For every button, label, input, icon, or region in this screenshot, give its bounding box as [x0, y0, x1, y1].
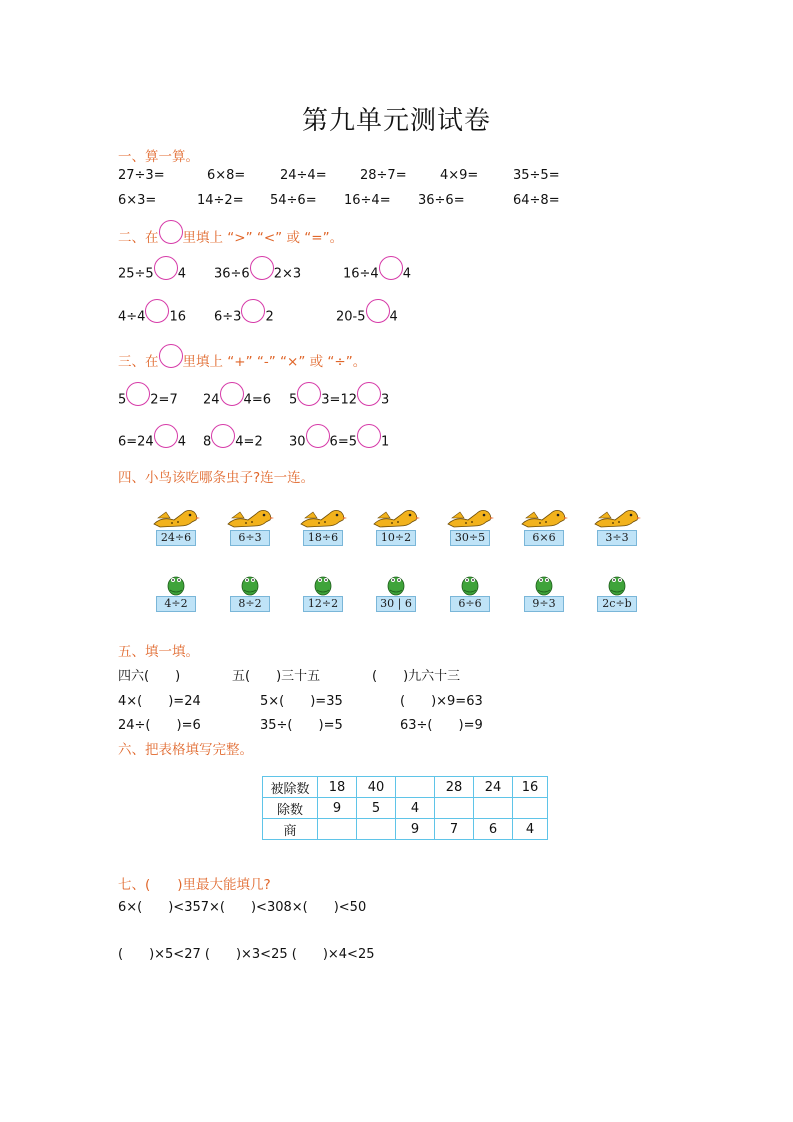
s3-r1-a-2: 2=7: [150, 392, 178, 408]
bird-card[interactable]: [152, 506, 200, 546]
bug-label: 4÷2: [156, 596, 196, 612]
s3-r1-c-3: 3: [381, 392, 390, 408]
s2-r2-a-right: 16: [169, 309, 186, 325]
page-title: 第九单元测试卷: [301, 106, 491, 136]
s2-r2-a-left: 4÷4: [118, 309, 146, 325]
operator-circle[interactable]: [357, 424, 381, 448]
s3-r2-c-2: 6=5: [329, 434, 357, 450]
bird-icon: [299, 506, 347, 530]
s7-r2: ( )×5<27 ( )×3<25 ( )×4<25: [118, 947, 375, 962]
s2-r2-c-left: 20-5: [336, 309, 366, 325]
bird-icon: [593, 506, 641, 530]
s3-r1-c: [289, 391, 389, 409]
s2-r1-a: [118, 265, 186, 283]
bird-label: 6×6: [524, 530, 564, 546]
table-cell[interactable]: 5: [357, 798, 396, 819]
s5-r2-a: 4×( )=24: [118, 694, 201, 709]
table-cell[interactable]: 28: [435, 777, 474, 798]
section-3-heading: [118, 350, 366, 371]
bird-label: 24÷6: [156, 530, 196, 546]
s7-r1: 6×( )<357×( )<308×( )<50: [118, 900, 367, 915]
s1-r1-c3: 24÷4=: [280, 168, 327, 183]
bug-label: 9÷3: [524, 596, 564, 612]
s5-r3-c: 63÷( )=9: [400, 718, 483, 733]
table-cell[interactable]: 4: [396, 798, 435, 819]
s3-r2-a-2: 4: [177, 434, 186, 450]
s2-r1-c: [343, 265, 411, 283]
s2-r1-a-right: 4: [177, 266, 186, 282]
s1-r1-c2: 6×8=: [207, 168, 246, 183]
s1-r2-c5: 36÷6=: [418, 193, 465, 208]
s5-r1-b: 五( )三十五: [232, 669, 321, 684]
bug-icon: [520, 572, 568, 596]
table-row: [263, 777, 548, 798]
table-cell[interactable]: [357, 819, 396, 840]
bird-icon: [446, 506, 494, 530]
s3-r2-a: [118, 433, 186, 451]
bug-label: 30 | 6: [376, 596, 416, 612]
bug-card[interactable]: [446, 572, 494, 612]
bird-card[interactable]: [299, 506, 347, 546]
bird-card[interactable]: [593, 506, 641, 546]
s2-r1-b: [214, 265, 301, 283]
s1-r2-c2: 14÷2=: [197, 193, 244, 208]
s3-r1-b: [203, 391, 271, 409]
operator-circle[interactable]: [126, 382, 150, 406]
s3-r2-c-3: 1: [380, 434, 390, 450]
table-row: [263, 819, 548, 840]
s1-r1-c4: 28÷7=: [360, 168, 407, 183]
table-cell[interactable]: [435, 798, 474, 819]
compare-circle[interactable]: [241, 299, 265, 323]
s1-r1-c1: 27÷3=: [118, 168, 165, 183]
table-row: [263, 798, 548, 819]
s1-r1-c5: 4×9=: [440, 168, 479, 183]
s3-r2-b-2: 4=2: [235, 434, 263, 450]
s3-r1-b-2: 4=6: [243, 392, 271, 408]
bird-label: 18÷6: [303, 530, 343, 546]
s1-r2-c4: 16÷4=: [344, 193, 391, 208]
bug-icon: [372, 572, 420, 596]
s2-r2-b-right: 2: [265, 309, 274, 325]
circle-icon: [159, 344, 183, 368]
bird-label: 10÷2: [376, 530, 416, 546]
section-6-heading: 六、把表格填写完整。: [118, 742, 253, 758]
operator-circle[interactable]: [306, 424, 330, 448]
bird-icon: [226, 506, 274, 530]
compare-circle[interactable]: [366, 299, 390, 323]
bug-label: 6÷6: [450, 596, 490, 612]
operator-circle[interactable]: [297, 382, 321, 406]
bug-icon: [446, 572, 494, 596]
table-cell[interactable]: [318, 819, 357, 840]
s3-r1-c-1: 5: [289, 392, 298, 408]
bug-label: 12÷2: [303, 596, 343, 612]
section-2-heading: [118, 226, 343, 247]
table-cell[interactable]: 16: [513, 777, 548, 798]
s5-r3-b: 35÷( )=5: [260, 718, 343, 733]
s1-r2-c6: 64÷8=: [513, 193, 560, 208]
s3-r1-c-2: 3=12: [321, 392, 357, 408]
bug-label: 8÷2: [230, 596, 270, 612]
section-5-heading: 五、填一填。: [118, 644, 199, 660]
s2-heading-pre: 二、在: [118, 230, 159, 246]
table-cell[interactable]: 7: [435, 819, 474, 840]
compare-circle[interactable]: [250, 256, 274, 280]
bug-card[interactable]: [152, 572, 200, 612]
s2-r2-b: [214, 308, 274, 326]
table-cell[interactable]: 24: [474, 777, 513, 798]
section-7-heading: 七、( )里最大能填几?: [118, 877, 271, 893]
s2-r1-b-right: 2×3: [273, 266, 302, 282]
compare-circle[interactable]: [379, 256, 403, 280]
s5-r1-c: ( )九六十三: [372, 669, 461, 684]
s5-r1-a: 四六( ): [118, 669, 181, 684]
s2-r1-c-right: 4: [402, 266, 411, 282]
bug-card[interactable]: [520, 572, 568, 612]
table-cell[interactable]: [396, 777, 435, 798]
operator-circle[interactable]: [211, 424, 235, 448]
s2-r1-a-left: 25÷5: [118, 266, 154, 282]
bird-card[interactable]: [520, 506, 568, 546]
s2-r2-c-right: 4: [389, 309, 398, 325]
table-cell[interactable]: 6: [474, 819, 513, 840]
table-cell[interactable]: 9: [318, 798, 357, 819]
section-4-heading: 四、小鸟该吃哪条虫子?连一连。: [118, 470, 315, 486]
table-row-header: 被除数: [263, 777, 318, 798]
s3-r2-c: [289, 433, 389, 451]
s1-r1-c6: 35÷5=: [513, 168, 560, 183]
bird-icon: [372, 506, 420, 530]
bird-card[interactable]: [226, 506, 274, 546]
section-1-heading: 一、算一算。: [118, 149, 199, 165]
compare-circle[interactable]: [145, 299, 169, 323]
table-row-header: 商: [263, 819, 318, 840]
s1-r2-c3: 54÷6=: [270, 193, 317, 208]
s3-r2-b-1: 8: [203, 434, 212, 450]
table-row-header: 除数: [263, 798, 318, 819]
s1-r2-c1: 6×3=: [118, 193, 157, 208]
s3-heading-post: 里填上 “+” “-” “×” 或 “÷”。: [182, 354, 367, 370]
s3-heading-pre: 三、在: [118, 354, 159, 370]
s2-r1-c-left: 16÷4: [343, 266, 379, 282]
compare-circle[interactable]: [154, 256, 178, 280]
circle-icon: [159, 220, 183, 244]
table-cell[interactable]: 18: [318, 777, 357, 798]
s3-r1-b-1: 24: [203, 392, 220, 408]
bird-label: 6÷3: [230, 530, 270, 546]
table-cell[interactable]: 4: [513, 819, 548, 840]
bird-card[interactable]: [372, 506, 420, 546]
s2-r2-b-left: 6÷3: [214, 309, 242, 325]
bug-card[interactable]: [372, 572, 420, 612]
operator-circle[interactable]: [220, 382, 244, 406]
bug-icon: [152, 572, 200, 596]
bug-card[interactable]: [299, 572, 347, 612]
bird-label: 30÷5: [450, 530, 490, 546]
s3-r2-a-1: 6=24: [118, 434, 154, 450]
table-cell[interactable]: [474, 798, 513, 819]
bug-icon: [593, 572, 641, 596]
bug-label: 2c÷b: [597, 596, 637, 612]
bird-card[interactable]: [446, 506, 494, 546]
division-table: [262, 776, 548, 840]
s3-r2-b: [203, 433, 263, 451]
s5-r2-c: ( )×9=63: [400, 694, 483, 709]
table-cell[interactable]: 9: [396, 819, 435, 840]
s3-r1-a-1: 5: [118, 392, 127, 408]
s3-r2-c-1: 30: [289, 434, 306, 450]
bird-icon: [152, 506, 200, 530]
bug-icon: [299, 572, 347, 596]
s5-r3-a: 24÷( )=6: [118, 718, 201, 733]
s2-r2-c: [336, 308, 398, 326]
bird-label: 3÷3: [597, 530, 637, 546]
table-cell[interactable]: 40: [357, 777, 396, 798]
bug-icon: [226, 572, 274, 596]
bug-card[interactable]: [226, 572, 274, 612]
operator-circle[interactable]: [154, 424, 178, 448]
s3-r1-a: [118, 391, 178, 409]
s2-r1-b-left: 36÷6: [214, 266, 250, 282]
table-cell[interactable]: [513, 798, 548, 819]
bug-card[interactable]: [593, 572, 641, 612]
s5-r2-b: 5×( )=35: [260, 694, 343, 709]
bird-icon: [520, 506, 568, 530]
s2-r2-a: [118, 308, 186, 326]
s2-heading-post: 里填上 “>” “<” 或 “=”。: [182, 230, 344, 246]
operator-circle[interactable]: [357, 382, 381, 406]
